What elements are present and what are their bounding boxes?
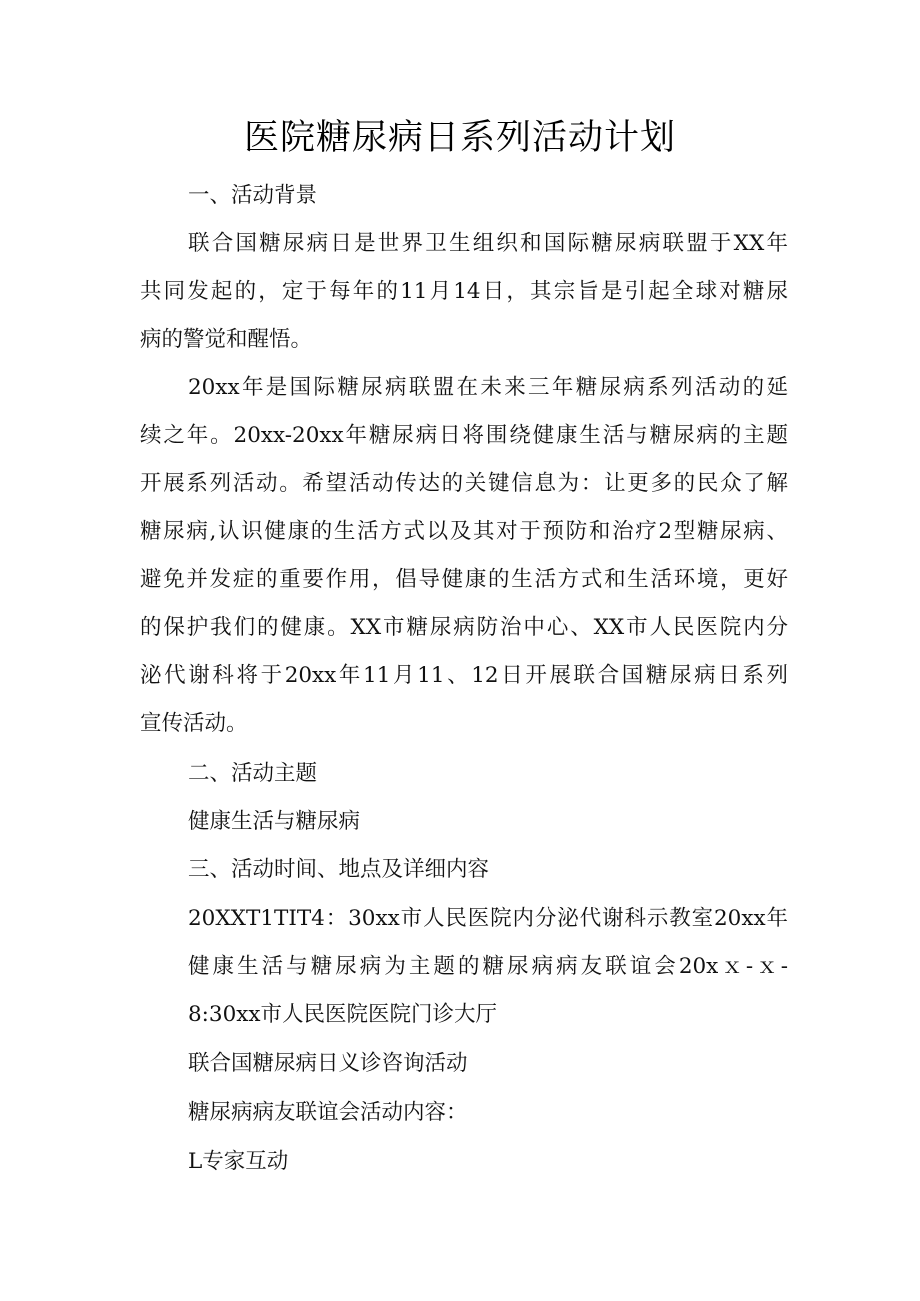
paragraph-line: 宣传活动。 xyxy=(140,711,248,736)
section-heading-background: 一、活动背景 xyxy=(188,183,318,208)
section-heading-theme: 二、活动主题 xyxy=(188,761,318,786)
schedule-line: 联合国糖尿病日义诊咨询活动 xyxy=(188,1051,468,1076)
paragraph-line: 泌代谢科将于20xx年11月11、12日开展联合国糖尿病日系列 xyxy=(140,663,788,688)
paragraph-line: 20xx年是国际糖尿病联盟在未来三年糖尿病系列活动的延 xyxy=(188,375,788,400)
paragraph-line: 病的警觉和醒悟。 xyxy=(140,327,313,352)
paragraph-line: 的保护我们的健康。XX市糖尿病防治中心、XX市人民医院内分 xyxy=(140,615,788,640)
paragraph-line: 共同发起的，定于每年的11月14日，其宗旨是引起全球对糖尿 xyxy=(140,279,788,304)
paragraph-line: 续之年。20xx-20xx年糖尿病日将围绕健康生活与糖尿病的主题 xyxy=(140,423,788,448)
document-title: 医院糖尿病日系列活动计划 xyxy=(243,118,676,158)
paragraph-line: 糖尿病,认识健康的生活方式以及其对于预防和治疗2型糖尿病、 xyxy=(140,519,788,544)
schedule-line: 健康生活与糖尿病为主题的糖尿病病友联谊会20xｘ-ｘ- xyxy=(188,954,788,979)
theme-text: 健康生活与糖尿病 xyxy=(188,809,361,834)
list-item: L专家互动 xyxy=(188,1149,289,1174)
paragraph-line: 联合国糖尿病日是世界卫生组织和国际糖尿病联盟于XX年 xyxy=(188,231,788,256)
paragraph-line: 避免并发症的重要作用，倡导健康的生活方式和生活环境，更好 xyxy=(140,567,788,592)
paragraph-line: 开展系列活动。希望活动传达的关键信息为：让更多的民众了解 xyxy=(140,471,788,496)
schedule-line: 糖尿病病友联谊会活动内容： xyxy=(188,1100,468,1125)
section-heading-schedule: 三、活动时间、地点及详细内容 xyxy=(188,857,490,882)
schedule-line: 8:30xx市人民医院医院门诊大厅 xyxy=(188,1002,498,1027)
schedule-line: 20XXT1TIT4：30xx市人民医院内分泌代谢科示教室20xx年 xyxy=(188,906,788,931)
